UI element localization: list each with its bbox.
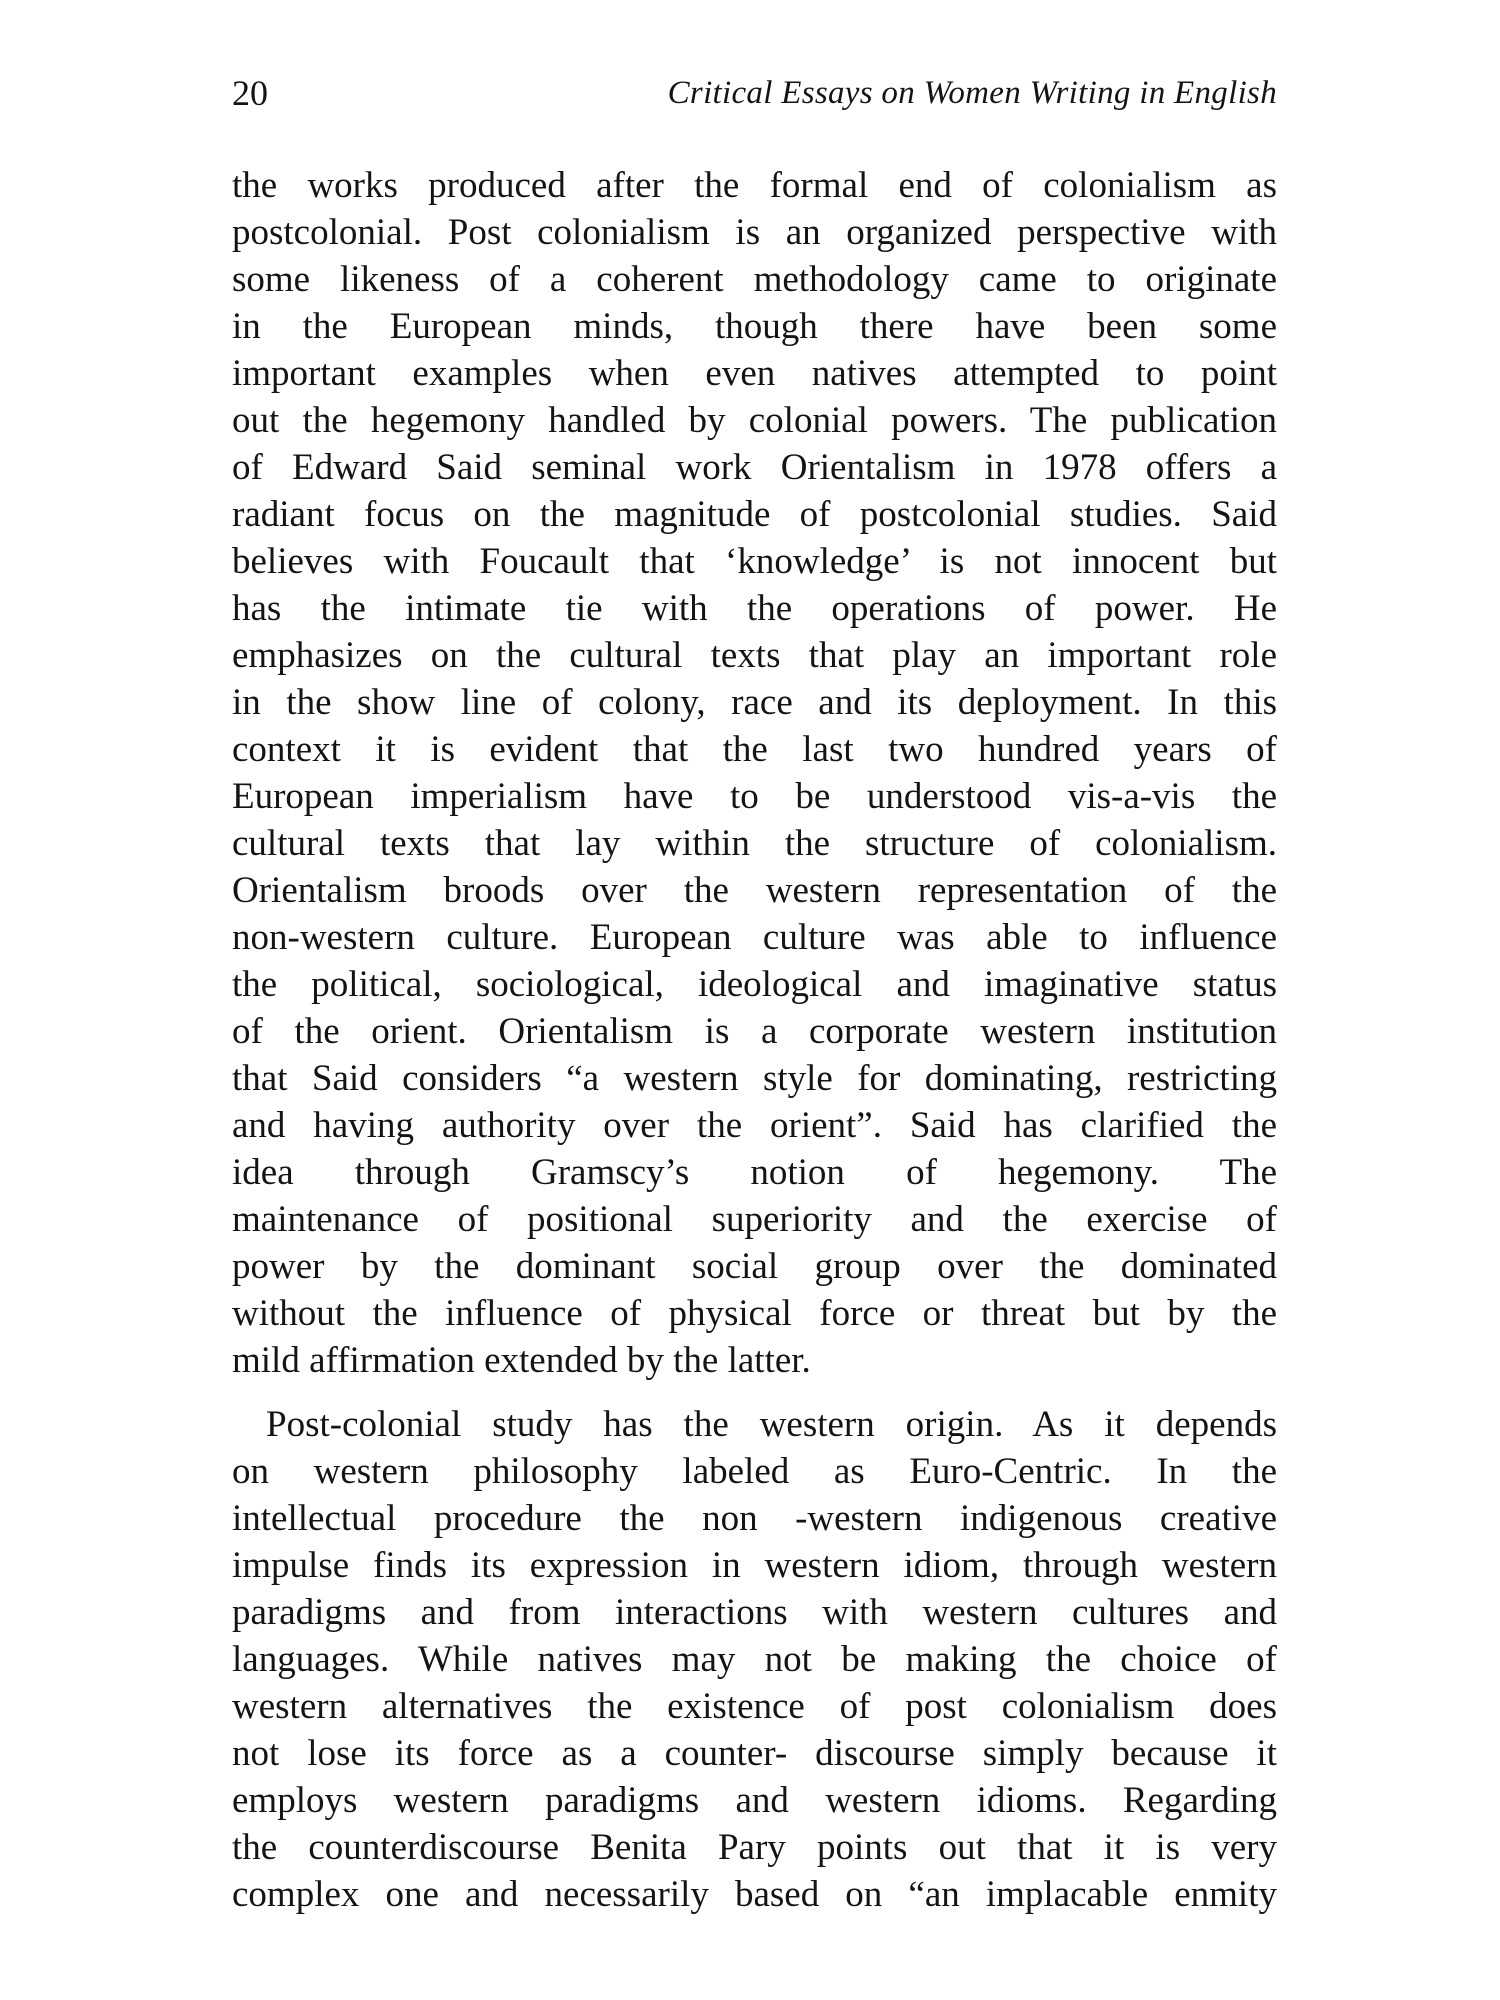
text-line: believes with Foucault that ‘knowledge’ is not innocent but — [232, 541, 1277, 582]
text-line: impulse finds its expression in western idiom, through western — [232, 1545, 1277, 1586]
text-line: maintenance of positional superiority and the exercise of — [232, 1199, 1277, 1240]
text-line: the political, sociological, ideological and imaginative status — [232, 964, 1277, 1005]
text-line: context it is evident that the last two hundred years of — [232, 729, 1277, 770]
text-line: has the intimate tie with the operations of power. He — [232, 588, 1277, 629]
text-line: languages. While natives may not be making the choice of — [232, 1639, 1277, 1680]
text-line: not lose its force as a counter- discourse simply because it — [232, 1733, 1277, 1774]
text-line: cultural texts that lay within the structure of colonialism. — [232, 823, 1277, 864]
text-line: European imperialism have to be understood vis-a-vis the — [232, 776, 1277, 817]
text-line: out the hegemony handled by colonial powers. The publication — [232, 400, 1277, 441]
text-line: western alternatives the existence of post colonialism does — [232, 1686, 1277, 1727]
text-line: non-western culture. European culture was able to influence — [232, 917, 1277, 958]
text-line: postcolonial. Post colonialism is an organized perspective with — [232, 212, 1277, 253]
page-number: 20 — [232, 73, 268, 113]
paragraph — [232, 1401, 1277, 1918]
text-line: mild affirmation extended by the latter. — [232, 1340, 811, 1381]
text-line: complex one and necessarily based on “an implacable enmity — [232, 1874, 1277, 1915]
text-line: power by the dominant social group over the dominated — [232, 1246, 1277, 1287]
text-line: important examples when even natives attempted to point — [232, 353, 1277, 394]
running-head — [232, 70, 1277, 116]
text-line: Post-colonial study has the western origin. As it depends — [266, 1404, 1277, 1445]
text-line: radiant focus on the magnitude of postcolonial studies. Said — [232, 494, 1277, 535]
text-line: in the show line of colony, race and its deployment. In this — [232, 682, 1277, 723]
text-line: Orientalism broods over the western representation of the — [232, 870, 1277, 911]
paragraph — [232, 162, 1277, 1384]
text-line: idea through Gramscy’s notion of hegemony. The — [232, 1152, 1277, 1193]
text-line: and having authority over the orient”. Said has clarified the — [232, 1105, 1277, 1146]
text-line: in the European minds, though there have been some — [232, 306, 1277, 347]
text-line: of Edward Said seminal work Orientalism in 1978 offers a — [232, 447, 1277, 488]
text-line: paradigms and from interactions with western cultures and — [232, 1592, 1277, 1633]
running-title: Critical Essays on Women Writing in English — [667, 75, 1277, 111]
text-line: without the influence of physical force or threat but by the — [232, 1293, 1277, 1334]
body-text — [232, 162, 1277, 1918]
text-line: emphasizes on the cultural texts that play an important role — [232, 635, 1277, 676]
text-line: intellectual procedure the non -western indigenous creative — [232, 1498, 1277, 1539]
text-line: the counterdiscourse Benita Pary points out that it is very — [232, 1827, 1277, 1868]
text-line: that Said considers “a western style for dominating, restricting — [232, 1058, 1277, 1099]
text-line: the works produced after the formal end of colonialism as — [232, 165, 1277, 206]
text-line: some likeness of a coherent methodology came to originate — [232, 259, 1277, 300]
text-line: on western philosophy labeled as Euro-Centric. In the — [232, 1451, 1277, 1492]
text-line: employs western paradigms and western idioms. Regarding — [232, 1780, 1277, 1821]
text-line: of the orient. Orientalism is a corporate western institution — [232, 1011, 1277, 1052]
